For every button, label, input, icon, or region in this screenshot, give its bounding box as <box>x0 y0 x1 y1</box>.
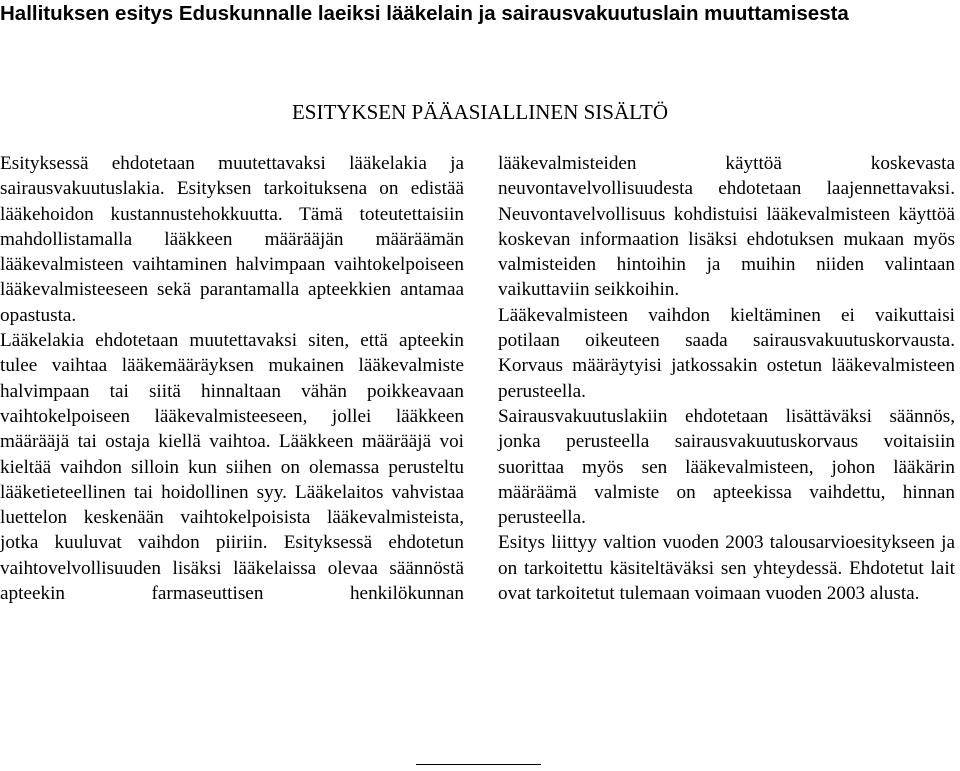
paragraph-vaihdon-kieltaminen: Lääkevalmisteen vaihdon kieltäminen ei vaikuttaisi potilaan oikeuteen saada sairausvakuutuskorvausta. Korvaus määräytyisi jatkossakin ostetun lääkevalmisteen perusteella. <box>498 304 955 402</box>
paragraph-talousarvio: Esitys liittyy valtion vuoden 2003 talousarvioesitykseen ja on tarkoitettu käsiteltäväksi sen yhteydessä. Ehdotetut lait ovat tarkoitetut tulemaan voimaan vuoden 2003 alusta. <box>498 532 955 605</box>
paragraph-intro: Esityksessä ehdotetaan muutettavaksi lääkelakia ja sairausvakuutuslakia. Esityksen tarkoituksena on edistää lääkehoidon kustannustehokkuutta. Tämä toteutettaisiin mahdollistamalla lääkkeen määrääjän määräämän lääkevalmisteen vaihtaminen halvimpaan vaihtokelpoiseen lääkevalmisteeseen sekä parantamalla apteekkien antamaa opastusta. <box>0 153 464 326</box>
right-text-column <box>498 151 955 606</box>
section-heading: ESITYKSEN PÄÄASIALLINEN SISÄLTÖ <box>291 100 669 124</box>
paragraph-sairausvakuutuslaki: Sairausvakuutuslakiin ehdotetaan lisättäväksi säännös, jonka perusteella sairausvakuutuskorvaus voitaisiin suorittaa myös sen lääkevalmisteen, johon lääkärin määräämä valmiste on apteekissa vaihdettu, hinnan perusteella. <box>498 405 955 529</box>
left-text-column <box>0 151 464 606</box>
paragraph-neuvonta-continued: lääkevalmisteiden käyttöä koskevasta neuvontavelvollisuudesta ehdotetaan laajennettavaksi. Neuvontavelvollisuus kohdistuisi lääkevalmisteen käyttöä koskevan informaation lisäksi ehdotuksen mukaan myös valmisteiden hintoihin ja muihin niiden valintaan vaikuttaviin seikkoihin. <box>498 153 955 301</box>
paragraph-laakelaki: Lääkelakia ehdotetaan muutettavaksi siten, että apteekin tulee vaihtaa lääkemääräyksen mukainen lääkevalmiste halvimpaan tai siitä hinnaltaan vähän poikkeavaan vaihtokelpoiseen lääkevalmisteeseen, jollei lääkkeen määrääjä tai ostaja kiellä vaihtoa. Lääkkeen määrääjä voi kieltää vaihdon silloin kun siihen on olemassa perusteltu lääketieteellinen tai hoidollinen syy. Lääkelaitos vahvistaa luettelon keskenään vaihtokelpoisista lääkevalmisteista, jotka kuuluvat vaihdon piiriin. Esityksessä ehdotetun vaihtovelvollisuuden lisäksi lääkelaissa olevaa säännöstä apteekin farmaseuttisen henkilökunnan <box>0 330 464 605</box>
footnote-divider <box>416 764 541 765</box>
document-title: Hallituksen esitys Eduskunnalle laeiksi lääkelain ja sairausvakuutuslain muuttamisesta <box>0 2 849 25</box>
